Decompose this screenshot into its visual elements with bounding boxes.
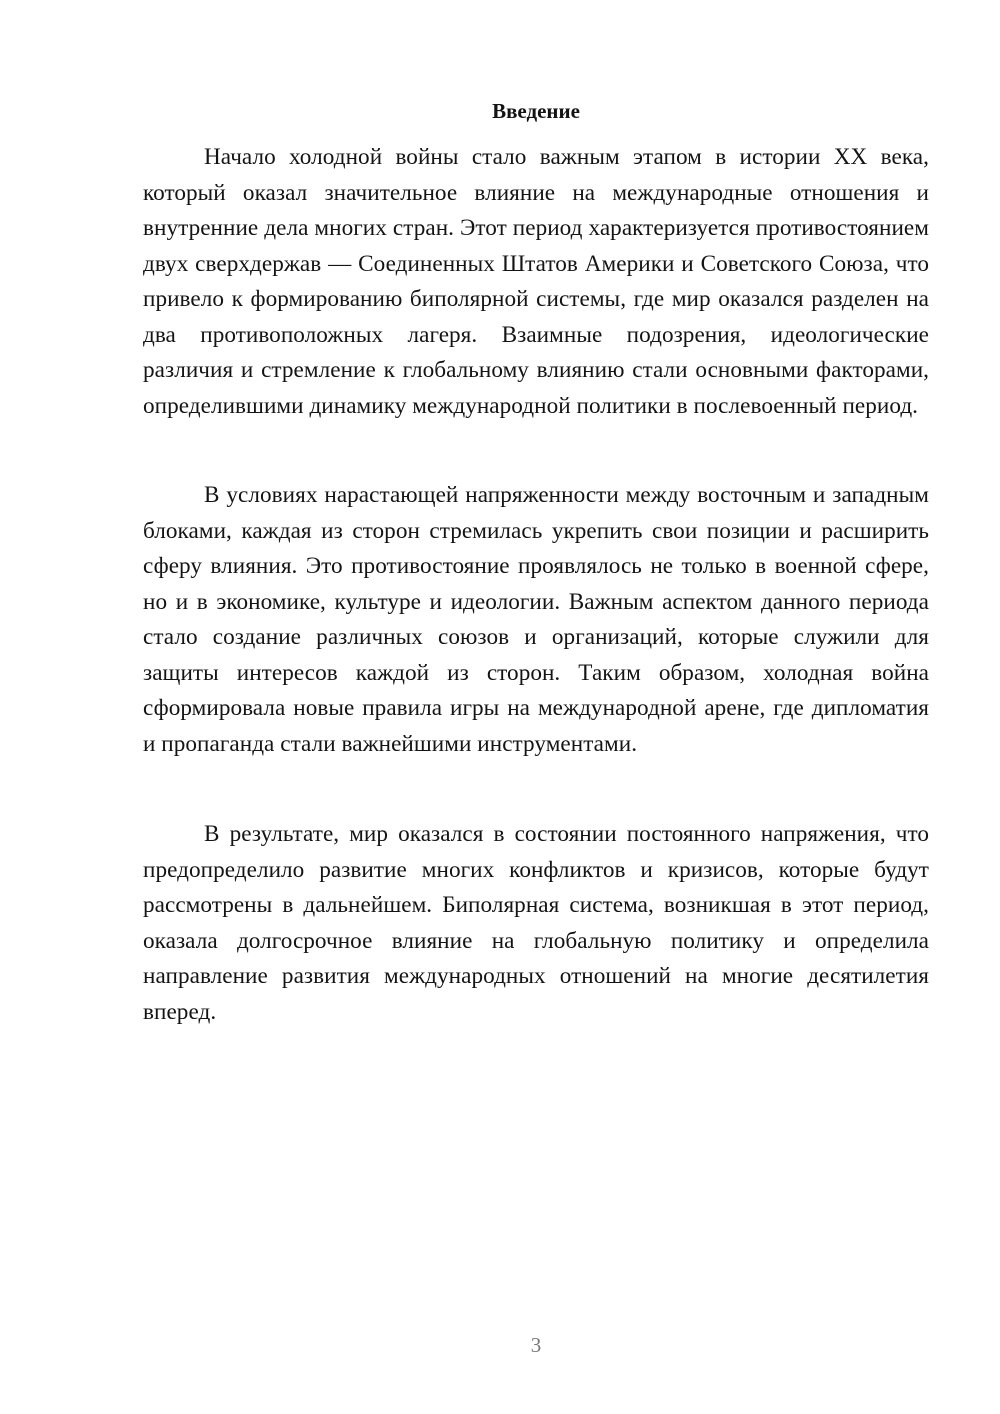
paragraph-3: В результате, мир оказался в состоянии постоянного напряжения, что предопределило развитие многих конфликтов и кризисов, которые будут рассмотрены в дальнейшем. Биполярная система, возникшая в этот период, оказала долгосрочное влияние на глобальную политику и определила направление развития международных отношений на многие десятилетия вперед. <box>143 821 929 1025</box>
section-heading: Введение <box>492 99 580 123</box>
paragraph-1: Начало холодной войны стало важным этапом в истории XX века, который оказал значительное влияние на международные отношения и внутренние дела многих стран. Этот период характеризуется противостоянием двух сверхдержав — Соединенных Штатов Америки и Советского Союза, что привело к формированию биполярной системы, где мир оказался разделен на два противоположных лагеря. Взаимные подозрения, идеологические различия и стремление к глобальному влиянию стали основными факторами, определившими динамику международной политики в послевоенный период. <box>143 144 929 419</box>
paragraph-2: В условиях нарастающей напряженности между восточным и западным блоками, каждая из сторон стремилась укрепить свои позиции и расширить сферу влияния. Это противостояние проявлялось не только в военной сфере, но и в экономике, культуре и идеологии. Важным аспектом данного периода стало создание различных союзов и организаций, которые служили для защиты интересов каждой из сторон. Таким образом, холодная война сформировала новые правила игры на международной арене, где дипломатия и пропаганда стали важнейшими инструментами. <box>143 482 929 757</box>
page-number: 3 <box>530 1333 542 1357</box>
